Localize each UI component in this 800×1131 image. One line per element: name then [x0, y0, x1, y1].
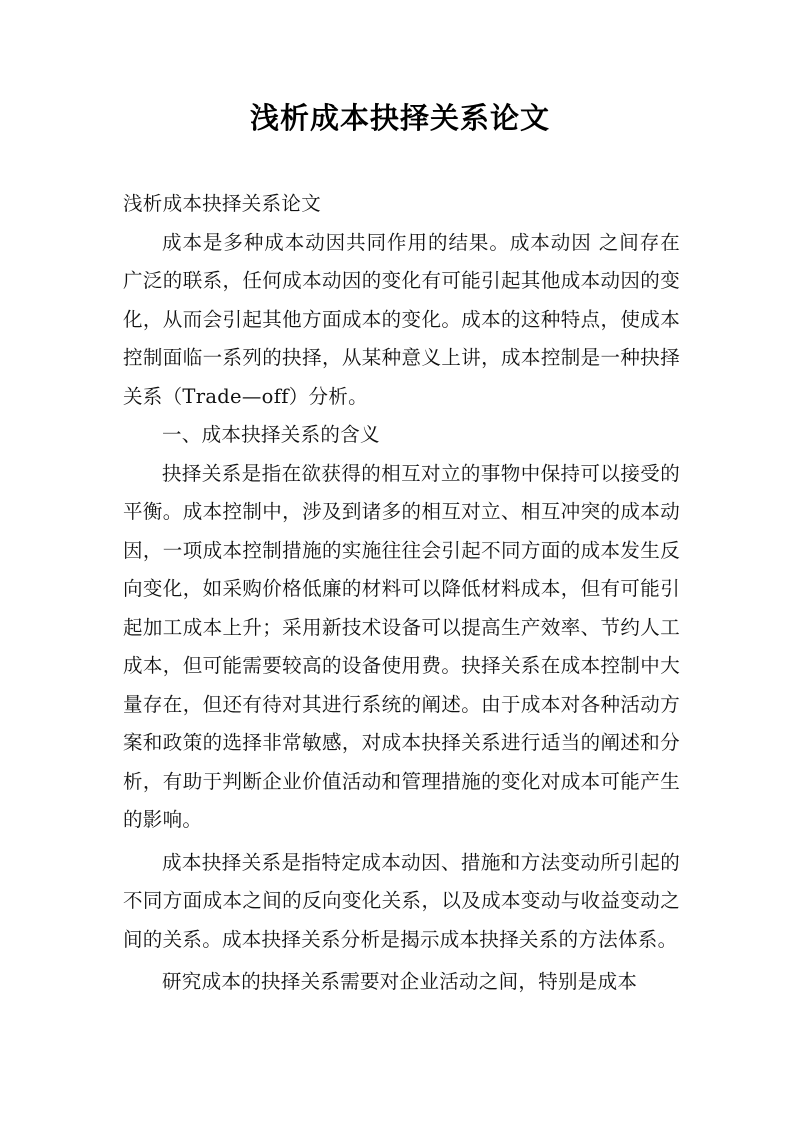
- document-title: 浅析成本抉择关系论文: [249, 101, 550, 135]
- section-heading: 一、成本抉择关系的含义: [162, 423, 380, 446]
- paragraph-intro: 成本是多种成本动因共同作用的结果。成本动因 之间存在广泛的联系，任何成本动因的变化有可能引起其他成本动因的变化，从而会引起其他方面成本的变化。成本的这种特点，使成本控制面临一系列的抉择，从某种意义上讲，成本控制是一种抉择关系（Trade—off）分析。: [123, 230, 680, 408]
- paragraph-research: 研究成本的抉择关系需要对企业活动之间，特别是成本: [162, 970, 638, 993]
- paragraph-definition: 抉择关系是指在欲获得的相互对立的事物中保持可以接受的平衡。成本控制中，涉及到诸多的相互对立、相互冲突的成本动因，一项成本控制措施的实施往往会引起不同方面的成本发生反向变化，如采购价格低廉的材料可以降低材料成本，但有可能引起加工成本上升；采用新技术设备可以提高生产效率、节约人工成本，但可能需要较高的设备使用费。抉择关系在成本控制中大量存在，但还有待对其进行系统的阐述。由于成本对各种活动方案和政策的选择非常敏感，对成本抉择关系进行适当的阐述和分析，有助于判断企业价值活动和管理措施的变化对成本可能产生的影响。: [123, 461, 680, 831]
- paragraph-relationship: 成本抉择关系是指特定成本动因、措施和方法变动所引起的不同方面成本之间的反向变化关系，以及成本变动与收益变动之间的关系。成本抉择关系分析是揭示成本抉择关系的方法体系。: [123, 850, 680, 951]
- document-subtitle: 浅析成本抉择关系论文: [123, 192, 322, 215]
- document-body: [123, 185, 680, 1002]
